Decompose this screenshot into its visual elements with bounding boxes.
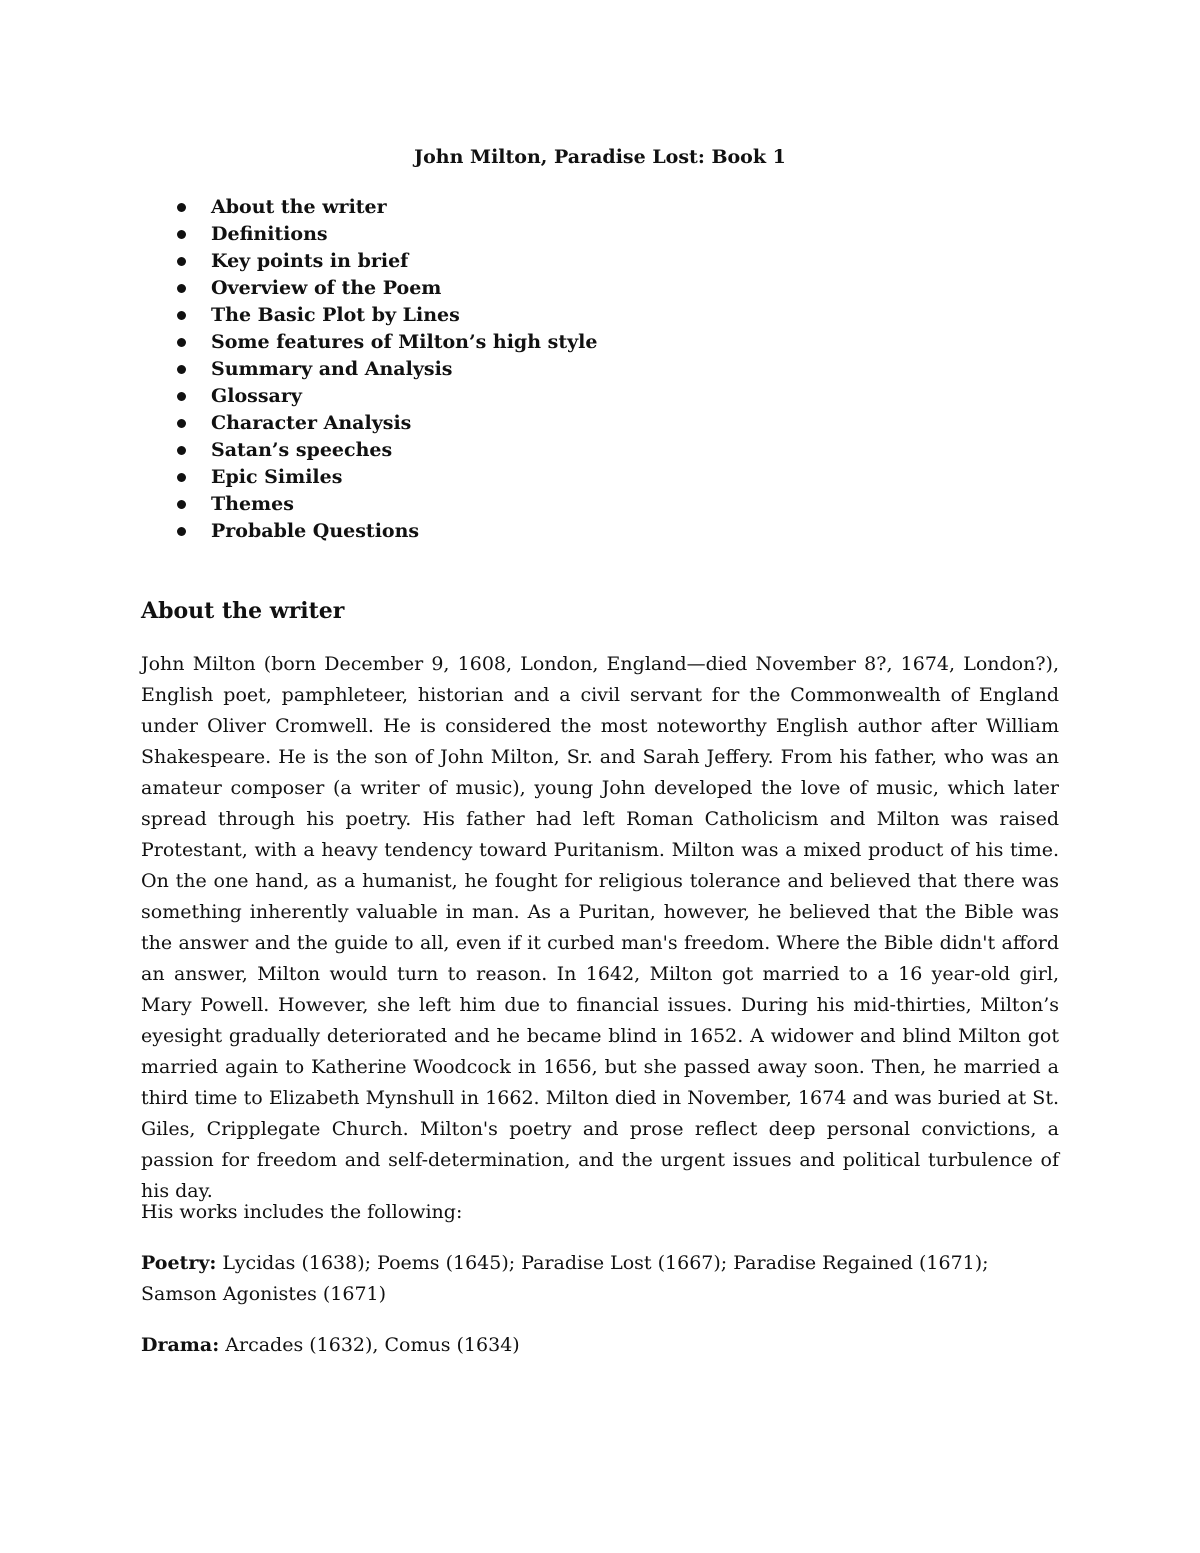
toc-item [141,518,597,545]
document-title: John Milton, Paradise Lost: Book 1 [414,146,786,168]
toc-item [141,329,597,356]
toc-item-label: Epic Similes [211,466,343,488]
table-of-contents [141,194,597,545]
toc-item [141,221,597,248]
toc-item [141,302,597,329]
toc-item [141,437,597,464]
toc-item [141,491,597,518]
toc-item-label: Satan’s speeches [211,439,393,461]
biography-paragraph: John Milton (born December 9, 1608, London, England—died November 8?, 1674, London?), English poet, pamphleteer, historian and a civil servant for the Commonwealth of England under Oliver Cromwell. He is considered the most noteworthy English author after William Shakespeare. He is the son of John Milton, Sr. and Sarah Jeffery. From his father, who was an amateur composer (a writer of music), young John developed the love of music, which later spread through his poetry. His father had left Roman Catholicism and Milton was raised Protestant, with a heavy tendency toward Puritanism. Milton was a mixed product of his time. On the one hand, as a humanist, he fought for religious tolerance and believed that there was something inherently valuable in man. As a Puritan, however, he believed that the Bible was the answer and the guide to all, even if it curbed man's freedom. Where the Bible didn't afford an answer, Milton would turn to reason. In 1642, Milton got married to a 16 year-old girl, Mary Powell. However, she left him due to financial issues. During his mid-thirties, Milton’s eyesight gradually deteriorated and he became blind in 1652. A widower and blind Milton got married again to Katherine Woodcock in 1656, but she passed away soon. Then, he married a third time to Elizabeth Mynshull in 1662. Milton died in November, 1674 and was buried at St. Giles, Cripplegate Church. Milton's poetry and prose reflect deep personal convictions, a passion for freedom and self-determination, and the urgent issues and political turbulence of his day. [141,653,1059,1202]
bullet-icon [177,284,186,293]
works-intro: His works includes the following: [141,1201,463,1223]
bullet-icon [177,257,186,266]
toc-item [141,383,597,410]
toc-item-label: Glossary [211,385,302,407]
drama-label: Drama: [141,1334,220,1356]
bullet-icon [177,500,186,509]
toc-item-label: The Basic Plot by Lines [211,304,460,326]
toc-item-label: Key points in brief [211,250,409,272]
bullet-icon [177,311,186,320]
bullet-icon [177,446,186,455]
works-drama [141,1330,1059,1361]
toc-item-label: About the writer [211,196,387,218]
bullet-icon [177,365,186,374]
bullet-icon [177,392,186,401]
bullet-icon [177,338,186,347]
works-poetry [141,1248,1059,1310]
toc-item [141,464,597,491]
bullet-icon [177,473,186,482]
toc-item [141,194,597,221]
toc-item-label: Summary and Analysis [211,358,453,380]
toc-item [141,410,597,437]
toc-item-label: Overview of the Poem [211,277,442,299]
toc-item [141,248,597,275]
poetry-list: Lycidas (1638); Poems (1645); Paradise Lost (1667); Paradise Regained (1671); Samson Agonistes (1671) [141,1252,989,1305]
toc-item [141,275,597,302]
toc-item-label: Character Analysis [211,412,412,434]
toc-item-label: Definitions [211,223,328,245]
bullet-icon [177,527,186,536]
toc-item-label: Probable Questions [211,520,420,542]
bullet-icon [177,203,186,212]
toc-item-label: Themes [211,493,294,515]
toc-item-label: Some features of Milton’s high style [211,331,598,353]
poetry-label: Poetry: [141,1252,217,1274]
toc-item [141,356,597,383]
bullet-icon [177,419,186,428]
section-heading-about: About the writer [141,598,345,624]
drama-list: Arcades (1632), Comus (1634) [219,1334,520,1356]
bullet-icon [177,230,186,239]
